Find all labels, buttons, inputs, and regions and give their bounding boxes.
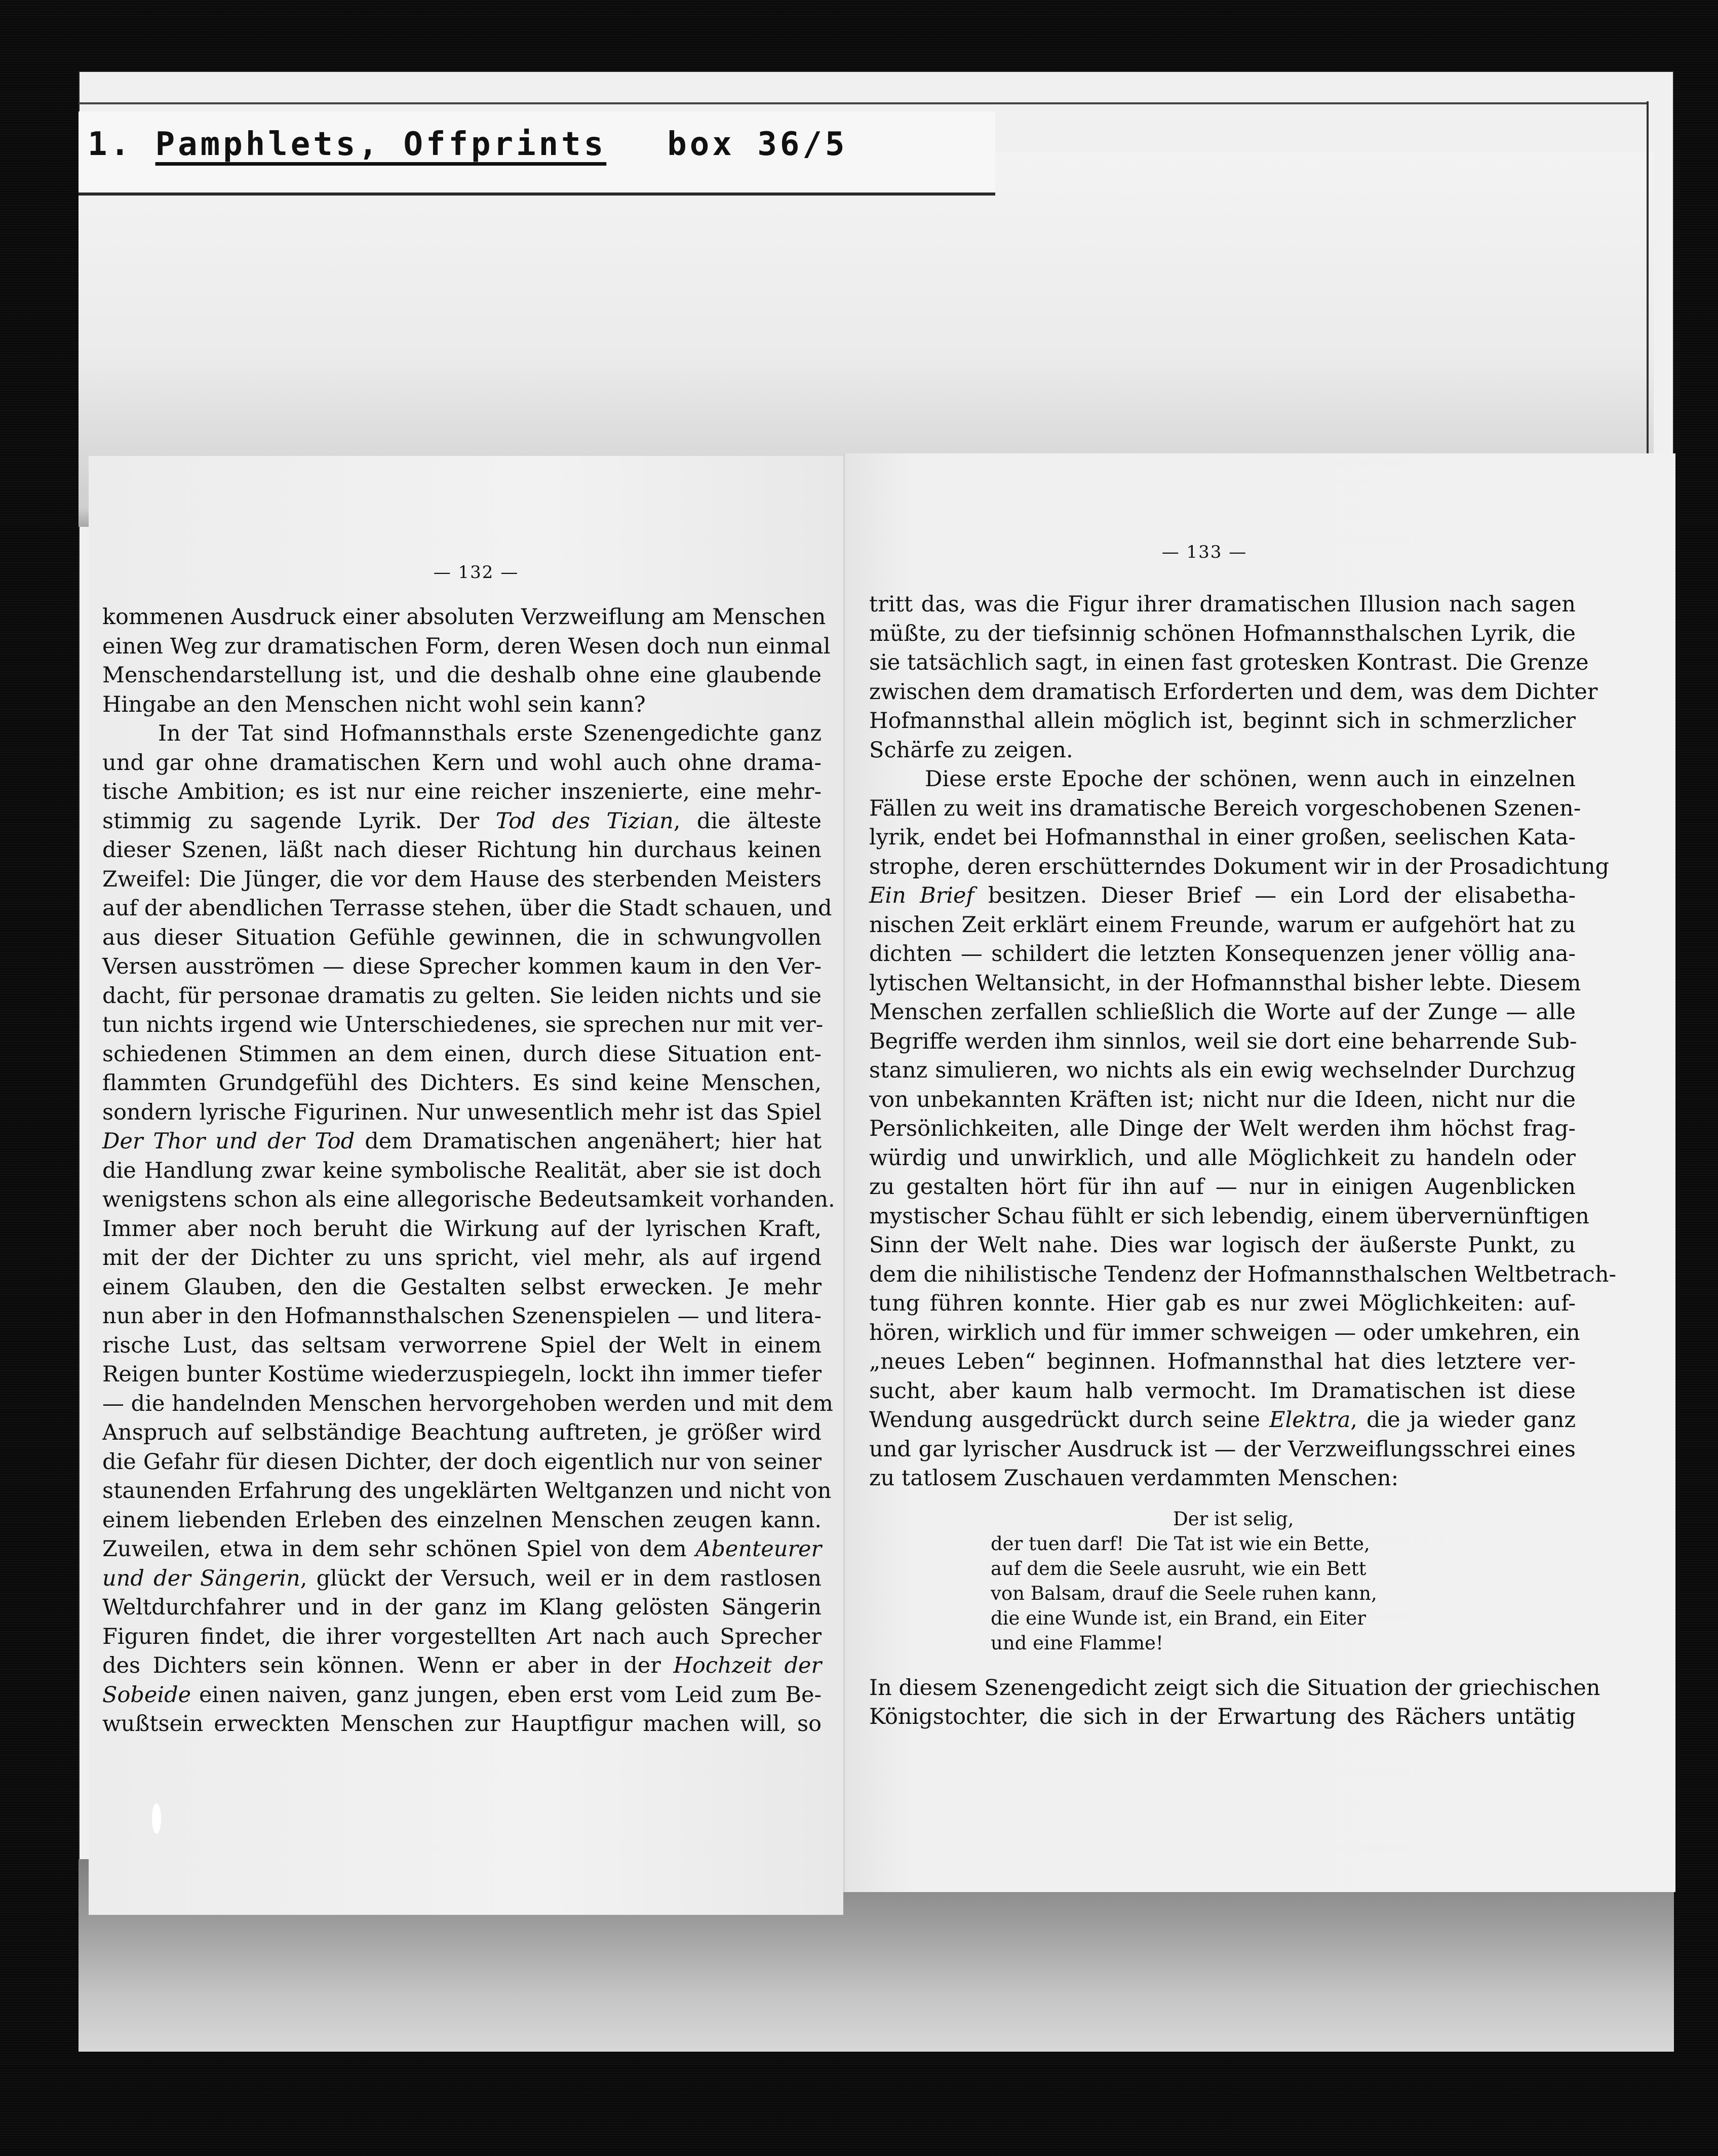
text-line: lytischen Weltansicht, in der Hofmannsthal bisher lebte. Diesem [869, 970, 1581, 996]
work-title-italic: Ein Brief [869, 883, 974, 908]
text-line: In der Tat sind Hofmannsthals erste Szenengedichte ganz [158, 721, 822, 746]
right-page-body [869, 590, 1617, 1493]
text-line: nischen Zeit erklärt einem Freunde, warum er aufgehört hat zu [869, 912, 1576, 938]
verse-line: Der ist selig, [1173, 1508, 1294, 1530]
text-line: und gar ohne dramatischen Kern und wohl auch ohne drama- [102, 750, 822, 776]
text-line: dichten — schildert die letzten Konsequenzen jener völlig ana- [869, 941, 1576, 967]
verse-line: auf dem die Seele ausruht, wie ein Bett [991, 1557, 1366, 1580]
text-line: tische Ambition; es ist nur eine reicher inszenierte, eine mehr- [102, 779, 822, 804]
text-line: und gar lyrischer Ausdruck ist — der Verzweiflungsschrei eines [869, 1436, 1576, 1462]
text-line: sondern lyrische Figurinen. Nur unwesentlich mehr ist das Spiel [102, 1099, 822, 1125]
verse-line: die eine Wunde ist, ein Brand, ein Eiter [991, 1607, 1366, 1629]
text-run: Zuweilen, etwa in dem sehr schönen Spiel von dem [102, 1536, 696, 1562]
text-line: Menschendarstellung ist, und die deshalb ohne eine glaubende [102, 663, 822, 688]
text-line: dacht, für personae dramatis zu gelten. Sie leiden nichts und sie [102, 983, 822, 1009]
text-line: wußtsein erweckten Menschen zur Hauptfigur machen will, so [102, 1711, 822, 1737]
text-line: staunenden Erfahrung des ungeklärten Weltganzen und nicht von [102, 1478, 832, 1504]
text-line: flammten Grundgefühl des Dichters. Es sind keine Menschen, [102, 1070, 822, 1096]
page-number-133: — 133 — [1161, 542, 1247, 562]
page-number-132: — 132 — [433, 562, 519, 583]
text-run: des Dichters sein können. Wenn er aber in der [102, 1653, 674, 1678]
text-line: kommenen Ausdruck einer absoluten Verzweiflung am Menschen [102, 604, 826, 630]
text-line: aus dieser Situation Gefühle gewinnen, die in schwungvollen [102, 925, 822, 950]
text-line: tun nichts irgend wie Unterschiedenes, sie sprechen nur mit ver- [102, 1012, 824, 1037]
text-line: stanz simulieren, wo nichts als ein ewig wechselnder Durchzug [869, 1058, 1576, 1083]
work-title-italic: Sobeide [102, 1682, 191, 1708]
text-line: Sinn der Welt nahe. Dies war logisch der äußerste Punkt, zu [869, 1233, 1576, 1258]
text-line: einen Weg zur dramatischen Form, deren Wesen doch nun einmal [102, 633, 831, 659]
text-line: die Gefahr für diesen Dichter, der doch eigentlich nur von seiner [102, 1449, 822, 1475]
text-line: Figuren findet, die ihrer vorgestellten Art nach auch Sprecher [102, 1624, 822, 1649]
verse-quotation [991, 1507, 1576, 1655]
folder-top-edge [79, 102, 1649, 104]
archive-label [79, 111, 995, 196]
text-line [102, 1127, 822, 1157]
right-page-column [869, 590, 1617, 1732]
text-line: tung führen konnte. Hier gab es nur zwei Möglichkeiten: auf- [869, 1291, 1576, 1316]
text-line: einem liebenden Erleben des einzelnen Menschen zeugen kann. [102, 1507, 822, 1533]
text-line: zu gestalten hört für ihn auf — nur in einigen Augenblicken [869, 1174, 1576, 1200]
book-page-left [89, 456, 843, 1915]
scan-blemish [152, 1803, 161, 1834]
text-line: Versen ausströmen — diese Sprecher kommen kaum in den Ver- [102, 954, 822, 979]
text-line: Zweifel: Die Jünger, die vor dem Hause des sterbenden Meisters [102, 866, 822, 892]
text-line: Anspruch auf selbständige Beachtung auftreten, je größer wird [102, 1420, 822, 1445]
archive-label-text [88, 126, 847, 163]
text-line: mystischer Schau fühlt er sich lebendig, einem übervernünftigen [869, 1203, 1589, 1229]
text-run: Wendung ausgedrückt durch seine [869, 1407, 1270, 1433]
text-line: Fällen zu weit ins dramatische Bereich vorgeschobenen Szenen- [869, 795, 1581, 821]
work-title-italic: Hochzeit der [673, 1653, 822, 1678]
work-title-italic: Tod des Tizian [495, 808, 674, 834]
work-title-italic: Abenteurer [695, 1536, 822, 1562]
text-line: Reigen bunter Kostüme wiederzuspiegeln, lockt ihn immer tiefer [102, 1362, 822, 1387]
verse-line: der tuen darf! Die Tat ist wie ein Bette, [991, 1532, 1370, 1555]
text-line: von unbekannten Kräften ist; nicht nur die Ideen, nicht nur die [869, 1087, 1576, 1112]
text-run: , die älteste [673, 808, 822, 834]
text-line [102, 1651, 822, 1681]
text-line [102, 1681, 822, 1710]
text-line: einem Glauben, den die Gestalten selbst erwecken. Je mehr [102, 1274, 822, 1300]
text-line: sie tatsächlich sagt, in einen fast grotesken Kontrast. Die Grenze [869, 650, 1589, 675]
text-line: hören, wirklich und für immer schweigen — oder umkehren, ein [869, 1320, 1580, 1345]
text-line: zu tatlosem Zuschauen verdammten Menschen: [869, 1466, 1399, 1491]
text-line: Immer aber noch beruht die Wirkung auf der lyrischen Kraft, [102, 1216, 822, 1242]
work-title-italic: Der Thor und der Tod [102, 1129, 355, 1154]
text-run: einen naiven, ganz jungen, eben erst vom Leid zum Be- [191, 1682, 822, 1708]
text-line: Hofmannsthal allein möglich ist, beginnt sich in schmerzlicher [869, 708, 1576, 734]
text-line: Hingabe an den Menschen nicht wohl sein kann? [102, 691, 646, 717]
text-line: rische Lust, das seltsam verworrene Spiel der Welt in einem [102, 1332, 822, 1358]
verse-line: von Balsam, drauf die Seele ruhen kann, [991, 1582, 1377, 1604]
text-line: Begriffe werden ihm sinnlos, weil sie dort eine beharrende Sub- [869, 1028, 1577, 1054]
text-run: , glückt der Versuch, weil er in dem rastlosen [300, 1565, 822, 1591]
text-line: wenigstens schon als eine allegorische Bedeutsamkeit vorhanden. [102, 1187, 835, 1212]
text-line: Diese erste Epoche der schönen, wenn auch in einzelnen [925, 766, 1576, 792]
text-run: dem Dramatischen angenähert; hier hat [355, 1129, 822, 1154]
text-line: schiedenen Stimmen an dem einen, durch diese Situation ent- [102, 1041, 822, 1067]
text-line [869, 1406, 1576, 1435]
text-line: würdig und unwirklich, und alle Möglichkeit zu handeln oder [869, 1145, 1576, 1171]
text-run: , die ja wieder ganz [1350, 1407, 1576, 1433]
text-line: Persönlichkeiten, alle Dinge der Welt werden ihm höchst frag- [869, 1116, 1576, 1141]
text-line: auf der abendlichen Terrasse stehen, über die Stadt schauen, und [102, 896, 832, 921]
text-line [102, 807, 822, 836]
text-line: tritt das, was die Figur ihrer dramatischen Illusion nach sagen [869, 592, 1576, 617]
text-line: zwischen dem dramatisch Erforderten und dem, was dem Dichter [869, 679, 1598, 705]
text-line: müßte, zu der tiefsinnig schönen Hofmannsthalschen Lyrik, die [869, 621, 1576, 646]
text-line [102, 1564, 822, 1594]
text-line: Weltdurchfahrer und in der ganz im Klang gelösten Sängerin [102, 1595, 822, 1620]
right-page-body-continued [869, 1674, 1600, 1732]
work-title-italic: Elektra [1269, 1407, 1351, 1433]
text-line: — die handelnden Menschen hervorgehoben werden und mit dem [102, 1391, 833, 1416]
text-line: mit der der Dichter zu uns spricht, viel mehr, als auf irgend [102, 1245, 822, 1270]
label-number: 1. [88, 126, 133, 163]
work-title-italic: und der Sängerin [102, 1565, 300, 1591]
left-page-body [102, 603, 835, 1739]
text-line: dem die nihilistische Tendenz der Hofmannsthalschen Weltbetrach- [869, 1261, 1617, 1287]
text-line: lyrik, endet bei Hofmannsthal in einer großen, seelischen Kata- [869, 825, 1576, 850]
book-page-right [843, 453, 1675, 1892]
verse-line: und eine Flamme! [991, 1632, 1163, 1654]
text-run: stimmig zu sagende Lyrik. Der [102, 808, 496, 834]
text-line: Königstochter, die sich in der Erwartung des Rächers untätig [869, 1704, 1576, 1729]
text-line: sucht, aber kaum halb vermocht. Im Dramatischen ist diese [869, 1378, 1576, 1404]
text-line: strophe, deren erschütterndes Dokument wir in der Prosadichtung [869, 854, 1610, 879]
text-line [869, 881, 1576, 911]
text-line: die Handlung zwar keine symbolische Realität, aber sie ist doch [102, 1158, 822, 1183]
text-line [102, 1535, 822, 1564]
text-line: In diesem Szenengedicht zeigt sich die Situation der griechischen [869, 1675, 1600, 1701]
label-box-number: box 36/5 [667, 126, 848, 163]
label-title: Pamphlets, Offprints [155, 126, 607, 163]
text-line: Menschen zerfallen schließlich die Worte auf der Zunge — alle [869, 999, 1576, 1025]
text-run: besitzen. Dieser Brief — ein Lord der elisabetha- [974, 883, 1576, 908]
text-line: dieser Szenen, läßt nach dieser Richtung hin durchaus keinen [102, 837, 822, 863]
text-line: nun aber in den Hofmannsthalschen Szenenspielen — und litera- [102, 1303, 822, 1329]
text-line: „neues Leben“ beginnen. Hofmannsthal hat dies letztere ver- [869, 1349, 1576, 1374]
text-line: Schärfe zu zeigen. [869, 737, 1073, 763]
